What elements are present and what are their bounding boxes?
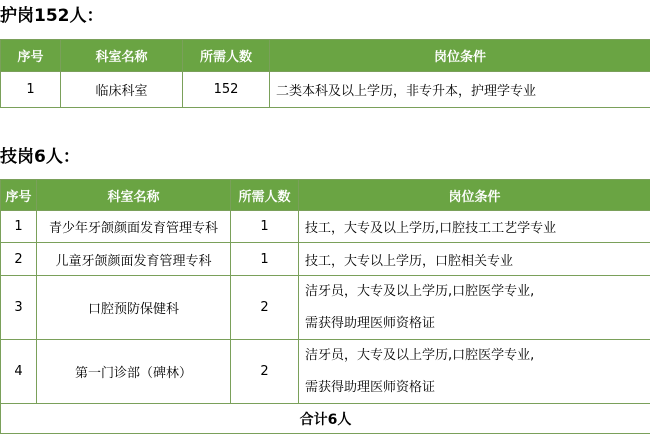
technical-section-title: 技岗6人： xyxy=(0,147,80,167)
header-dept: 科室名称 xyxy=(61,40,183,72)
row-dept: 青少年牙颌颜面发育管理专科 xyxy=(37,211,231,243)
row-dept: 临床科室 xyxy=(61,72,183,108)
row-count: 1 xyxy=(231,243,299,276)
technical-positions-table xyxy=(0,179,650,434)
table-row xyxy=(1,211,650,243)
row-requirements: 技工，大专及以上学历,口腔技工工艺学专业 xyxy=(299,211,650,243)
row-requirements xyxy=(299,340,650,404)
row-count: 152 xyxy=(183,72,270,108)
table-row xyxy=(1,72,650,108)
nursing-section-title: 护岗152人： xyxy=(0,6,104,26)
table-row xyxy=(1,243,650,276)
header-dept: 科室名称 xyxy=(37,180,231,211)
row-requirements: 二类本科及以上学历，非专升本，护理学专业 xyxy=(270,72,650,108)
header-no: 序号 xyxy=(1,40,61,72)
requirement-line: 洁牙员，大专及以上学历,口腔医学专业, xyxy=(305,283,535,299)
table-row xyxy=(1,340,650,404)
row-count: 2 xyxy=(231,276,299,340)
row-count: 2 xyxy=(231,340,299,404)
table-total-row xyxy=(1,404,650,434)
header-no: 序号 xyxy=(1,180,37,211)
row-no: 1 xyxy=(1,72,61,108)
row-dept: 第一门诊部（碑林） xyxy=(37,340,231,404)
requirement-line: 需获得助理医师资格证 xyxy=(305,379,436,395)
row-no: 2 xyxy=(1,243,37,276)
requirement-line: 需获得助理医师资格证 xyxy=(305,315,436,331)
row-dept: 口腔预防保健科 xyxy=(37,276,231,340)
table-header-row xyxy=(1,180,650,211)
row-requirements: 技工，大专以上学历，口腔相关专业 xyxy=(299,243,650,276)
row-dept: 儿童牙颌颜面发育管理专科 xyxy=(37,243,231,276)
table-header-row xyxy=(1,40,650,72)
requirement-line: 洁牙员，大专及以上学历,口腔医学专业, xyxy=(305,347,535,363)
total-label: 合计6人 xyxy=(1,404,650,434)
row-requirements xyxy=(299,276,650,340)
row-no: 1 xyxy=(1,211,37,243)
row-count: 1 xyxy=(231,211,299,243)
table-row xyxy=(1,276,650,340)
row-no: 4 xyxy=(1,340,37,404)
nursing-positions-table xyxy=(0,39,650,108)
header-requirements: 岗位条件 xyxy=(299,180,650,211)
header-count: 所需人数 xyxy=(231,180,299,211)
header-requirements: 岗位条件 xyxy=(270,40,650,72)
row-no: 3 xyxy=(1,276,37,340)
header-count: 所需人数 xyxy=(183,40,270,72)
